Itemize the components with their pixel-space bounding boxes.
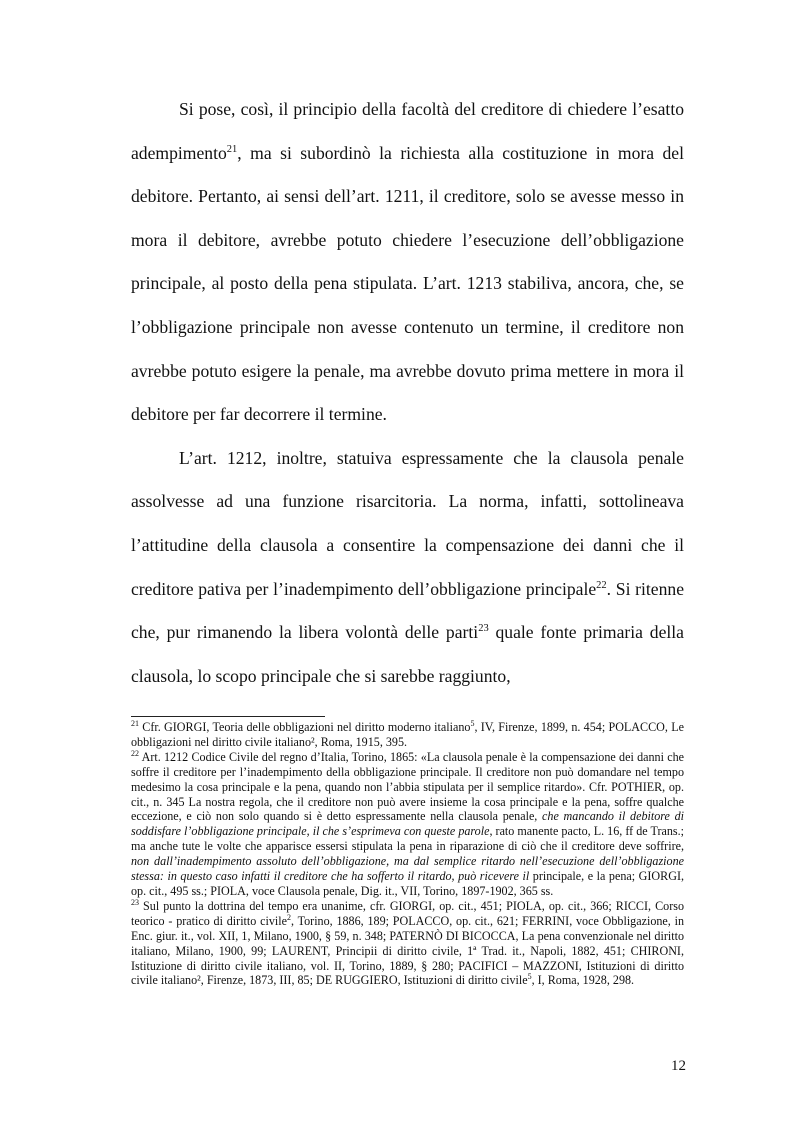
footnote-ref-21: 21 [226, 143, 238, 155]
footnote-23: $^{23}$ Sul punto la dottrina del tempo era unanime, cfr. GIORGI, op. cit., 451; PIOLA, op. cit., 366; RICCI, Corso teorico - pratico di diritto civile$^2$, Torino, 1886, 189; POLACCO, op. cit., 621; FERRINI, voce Obbligazione, in Enc. giur. it., vol. XII, 1, Milano, 1900, § 59, n. 348; PATERNÒ DI BICOCCA, La pena convenzionale nel diritto italiano, Milano, 1900, 99; LAURENT, Principii di diritto civile, 1ª Trad. it., Napoli, 1882, 451; CHIRONI, Istituzione di diritto civile italiano, vol. II, Torino, 1889, § 280; PACIFICI – MAZZONI, Istituzioni di diritto civile italiano², Firenze, 1873, III, 85; DE RUGGIERO, Istituzioni di diritto civile$^5$, I, Roma, 1928, 298. [131, 897, 684, 988]
footnote-ref-23: 23 [478, 623, 489, 635]
main-text [131, 88, 684, 698]
footnote-22: $^{22}$ Art. 1212 Codice Civile del regno d’Italia, Torino, 1865: «La clausola penale è la compensazione dei danni che soffre il creditore per l’inadempimento della obbligazione principale. Il creditore non può domandare nel tempo medesimo la cosa principale e la pena, quando non l’abbia stipulata per il semplice ritardo». Cfr. POTHIER, op. cit., n. 345 La nostra regola, che il creditore non può avere insieme la cosa principale e la pena, soffre qualche eccezione, e ciò non solo quando si è detto espressamente nella clausola penale, che mancando il debitore di soddisfare l’obbligazione principale, il che s’esprimeva con queste parole, rato manente pacto, L. 16, ff de Trans.; ma anche tute le volte che apparisce essersi stipulata la pena in riparazione di ciò che il creditore deve soffrire, non dall’inadempimento assoluto dell’obbligazione, ma dal semplice ritardo nell’esecuzione dell’obbligazione stessa: in questo caso infatti il creditore che ha sofferto il ritardo, può ricevere il principale, e la pena; GIORGI, op. cit., 495 ss.; PIOLA, voce Clausola penale, Dig. it., VII, Torino, 1897-1902, 365 ss. [131, 748, 685, 898]
footnote-separator [131, 716, 325, 717]
footnote-21: $^{21}$ Cfr. GIORGI, Teoria delle obbligazioni nel diritto moderno italiano$^5$, IV, Firenze, 1899, n. 454; POLACCO, Le obbligazioni nel diritto civile italiano², Roma, 1915, 395. [131, 718, 684, 749]
paragraph-2: L’art. 1212, inoltre, statuiva espressamente che la clausola penale assolvesse ad una funzione risarcitoria. La norma, infatti, sottolineava l’attitudine della clausola a consentire la compensazione dei danni che il creditore pativa per l’inadempimento dell’obbligazione principale$^{22}$. Si ritenne che, pur rimanendo la libera volontà delle parti$^{23}$ quale fonte primaria della clausola, lo scopo principale che si sarebbe raggiunto, [131, 447, 685, 686]
footnotes [131, 720, 684, 988]
page-number: 12 [671, 1058, 686, 1074]
paragraph-1: Si pose, così, il principio della facoltà del creditore di chiedere l’esatto adempimento$^{21}$, ma si subordinò la richiesta alla costituzione in mora del debitore. Pertanto, ai sensi dell’art. 1211, il creditore, solo se avesse messo in mora il debitore, avrebbe potuto chiedere l’esecuzione dell’obbligazione principale, al posto della pena stipulata. L’art. 1213 stabiliva, ancora, che, se l’obbligazione principale non avesse contenuto un termine, il creditore non avrebbe potuto esigere la penale, ma avrebbe dovuto prima mettere in mora il debitore per far decorrere il termine. [131, 99, 684, 425]
footnote-ref-22: 22 [596, 579, 607, 591]
